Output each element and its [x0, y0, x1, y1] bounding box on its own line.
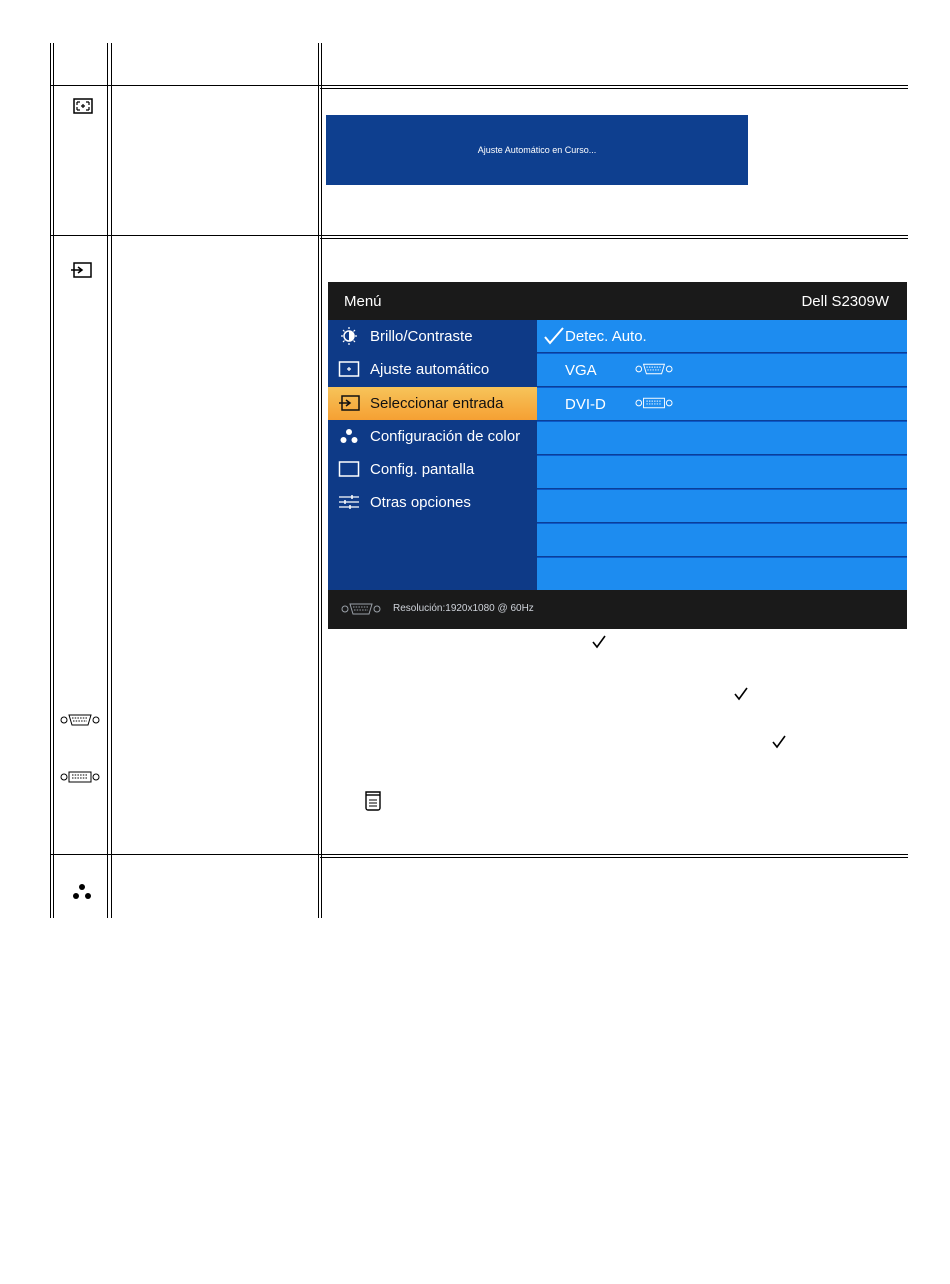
color-settings-icon: [338, 427, 360, 445]
check-icon: [543, 326, 565, 346]
option-auto-detect[interactable]: [537, 320, 907, 353]
empty-option-row: [537, 422, 907, 455]
empty-option-row: [537, 558, 907, 591]
empty-option-row: [537, 490, 907, 523]
auto-adjust-progress-banner: Ajuste Automático en Curso...: [326, 115, 748, 185]
menu-item-label: Ajuste automático: [370, 361, 490, 378]
menu-item-label: Brillo/Contraste: [370, 328, 473, 345]
option-vga[interactable]: [537, 354, 907, 387]
menu-item-brightness-contrast[interactable]: [328, 320, 537, 353]
option-label: Detec. Auto.: [565, 328, 647, 345]
menu-item-other-settings[interactable]: [328, 486, 537, 519]
osd-submenu: [537, 320, 907, 590]
menu-item-display-settings[interactable]: [328, 453, 537, 486]
menu-item-auto-adjust[interactable]: [328, 353, 537, 386]
menu-item-label: Seleccionar entrada: [370, 395, 504, 412]
resolution-readout: Resolución:1920x1080 @ 60Hz: [393, 603, 534, 614]
dvi-connector-icon: [60, 770, 100, 784]
osd-header: [328, 282, 907, 320]
osd-menu: [328, 282, 907, 629]
other-settings-icon: [338, 493, 360, 511]
osd-model: Dell S2309W: [801, 293, 889, 310]
input-source-icon: [70, 262, 92, 278]
option-dvi-d[interactable]: [537, 388, 907, 421]
auto-adjust-icon: [73, 98, 93, 114]
vga-connector-icon: [60, 713, 100, 727]
input-source-icon: [338, 394, 360, 412]
osd-main-menu: [328, 320, 537, 590]
display-settings-icon: [338, 460, 360, 478]
dvi-connector-icon: [635, 396, 673, 410]
vga-connector-icon: [635, 362, 673, 376]
menu-item-label: Otras opciones: [370, 494, 471, 511]
option-label: DVI-D: [565, 396, 606, 413]
osd-footer: [328, 590, 907, 629]
note-icon: [364, 791, 382, 811]
check-icon: [591, 634, 607, 650]
menu-item-label: Configuración de color: [370, 428, 521, 445]
menu-item-label: Config. pantalla: [370, 461, 475, 478]
brightness-contrast-icon: [338, 327, 360, 345]
auto-adjust-icon: [338, 360, 360, 378]
check-icon: [733, 686, 749, 702]
menu-item-color-settings[interactable]: [328, 420, 537, 453]
osd-title: Menú: [344, 293, 382, 310]
check-icon: [771, 734, 787, 750]
empty-option-row: [537, 456, 907, 489]
vga-connector-icon: [341, 602, 381, 616]
menu-item-input-select[interactable]: [328, 387, 537, 420]
empty-option-row: [537, 524, 907, 557]
option-label: VGA: [565, 362, 597, 379]
color-settings-icon: [72, 883, 92, 901]
